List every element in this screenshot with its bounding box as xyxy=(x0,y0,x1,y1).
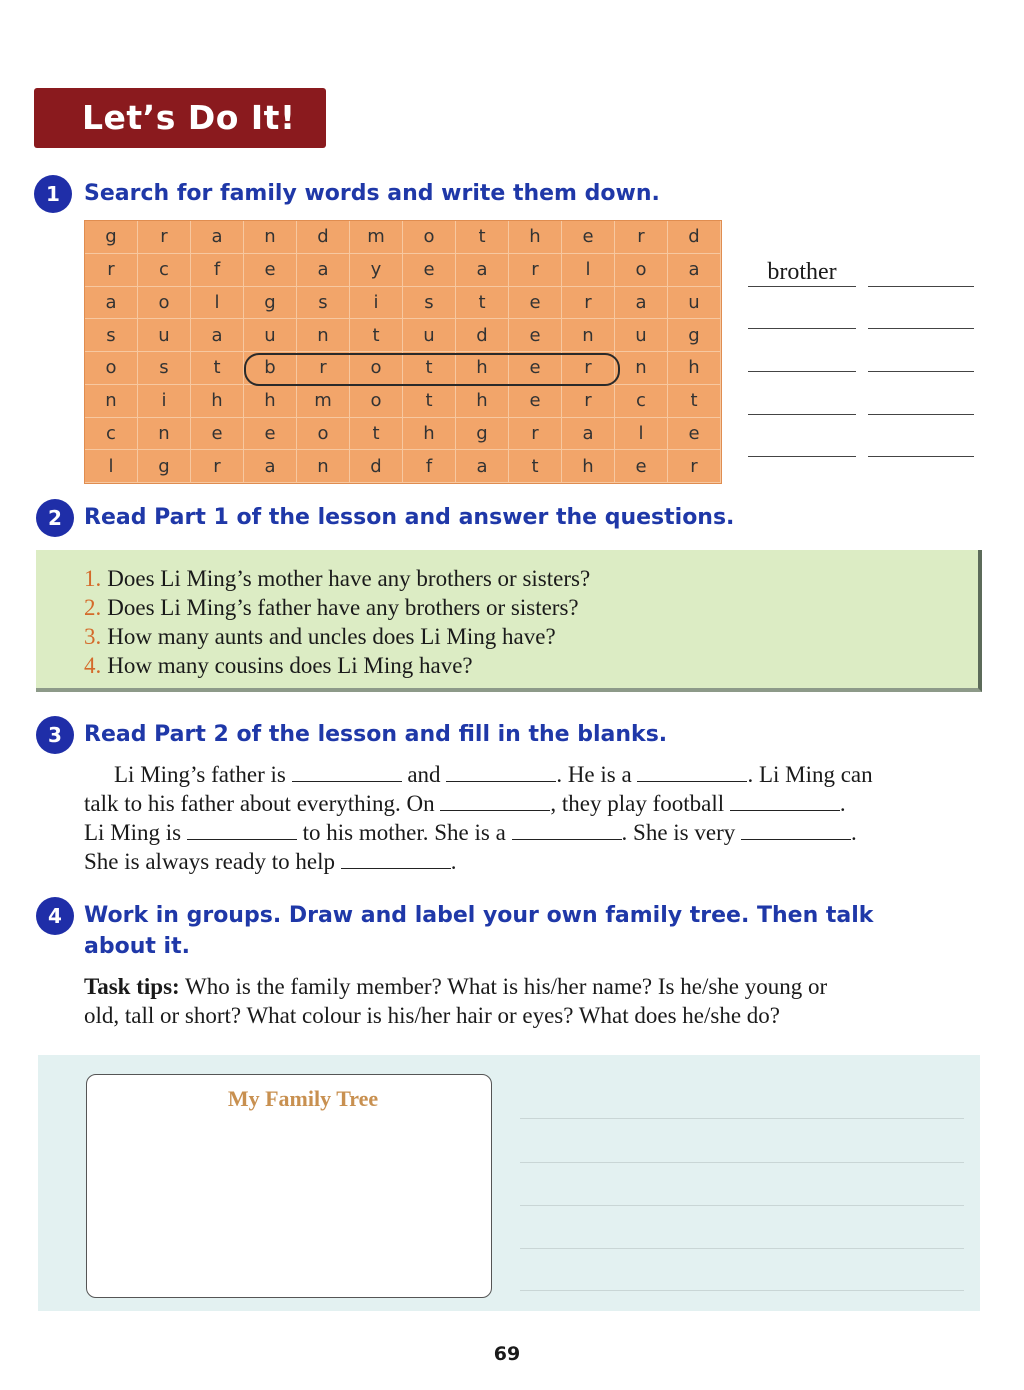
word-search-grid[interactable] xyxy=(84,220,722,484)
grid-letter[interactable]: o xyxy=(615,254,668,287)
grid-letter[interactable]: r xyxy=(509,254,562,287)
blank[interactable] xyxy=(341,848,451,869)
grid-letter[interactable]: t xyxy=(403,385,456,418)
grid-letter[interactable]: o xyxy=(297,418,350,451)
blank[interactable] xyxy=(741,819,851,840)
grid-letter[interactable]: e xyxy=(191,418,244,451)
grid-letter[interactable]: r xyxy=(615,221,668,254)
grid-letter[interactable]: e xyxy=(509,287,562,320)
grid-letter[interactable]: r xyxy=(668,450,721,483)
grid-letter[interactable]: h xyxy=(668,352,721,385)
grid-letter[interactable]: e xyxy=(509,352,562,385)
grid-letter[interactable]: r xyxy=(562,287,615,320)
grid-letter[interactable]: d xyxy=(456,319,509,352)
exercise-3-number: 3 xyxy=(36,716,74,754)
answer-line-8[interactable] xyxy=(868,386,974,415)
grid-letter[interactable]: u xyxy=(668,287,721,320)
grid-letter[interactable]: m xyxy=(350,221,403,254)
grid-letter[interactable]: a xyxy=(85,287,138,320)
writing-line[interactable] xyxy=(520,1205,964,1206)
grid-letter[interactable]: h xyxy=(191,385,244,418)
grid-letter[interactable]: e xyxy=(562,221,615,254)
grid-letter[interactable]: o xyxy=(403,221,456,254)
grid-letter[interactable]: e xyxy=(668,418,721,451)
grid-letter[interactable]: i xyxy=(350,287,403,320)
grid-letter[interactable]: g xyxy=(85,221,138,254)
grid-letter[interactable]: u xyxy=(403,319,456,352)
exercise-1-instruction: Search for family words and write them down. xyxy=(84,181,660,206)
grid-letter[interactable]: l xyxy=(191,287,244,320)
answer-line-5[interactable] xyxy=(748,343,856,372)
grid-letter[interactable]: h xyxy=(403,418,456,451)
questions-box xyxy=(36,550,982,692)
grid-letter[interactable]: t xyxy=(403,352,456,385)
lets-do-it-banner: Let’s Do It! xyxy=(34,88,326,148)
grid-letter[interactable]: a xyxy=(191,319,244,352)
blank[interactable] xyxy=(292,761,402,782)
grid-letter[interactable]: n xyxy=(615,352,668,385)
grid-letter[interactable]: a xyxy=(297,254,350,287)
writing-line[interactable] xyxy=(520,1118,964,1119)
grid-letter[interactable]: e xyxy=(244,418,297,451)
grid-letter[interactable]: r xyxy=(509,418,562,451)
grid-letter[interactable]: a xyxy=(244,450,297,483)
grid-letter[interactable]: h xyxy=(456,385,509,418)
grid-letter[interactable]: u xyxy=(138,319,191,352)
writing-line[interactable] xyxy=(520,1248,964,1249)
grid-letter[interactable]: r xyxy=(297,352,350,385)
question-2: 2. Does Li Ming’s father have any brothers or sisters? xyxy=(84,595,579,620)
answer-line-3[interactable] xyxy=(748,300,856,329)
grid-letter[interactable]: a xyxy=(562,418,615,451)
grid-letter[interactable]: f xyxy=(403,450,456,483)
question-1: 1. Does Li Ming’s mother have any brothers or sisters? xyxy=(84,566,591,591)
family-tree-title: My Family Tree xyxy=(227,1086,379,1111)
exercise-4-instruction-line2: about it. xyxy=(84,934,190,959)
grid-letter[interactable]: d xyxy=(668,221,721,254)
grid-letter[interactable]: u xyxy=(244,319,297,352)
exercise-2-number: 2 xyxy=(36,499,74,537)
grid-letter[interactable]: o xyxy=(350,352,403,385)
exercise-3-instruction: Read Part 2 of the lesson and fill in the blanks. xyxy=(84,722,668,747)
grid-letter[interactable]: a xyxy=(615,287,668,320)
grid-letter[interactable]: s xyxy=(138,352,191,385)
answer-line-4[interactable] xyxy=(868,300,974,329)
grid-letter[interactable]: n xyxy=(85,385,138,418)
grid-letter[interactable]: t xyxy=(456,287,509,320)
grid-letter[interactable]: l xyxy=(615,418,668,451)
fill-line-4: She is always ready to help . xyxy=(84,849,457,874)
blank[interactable] xyxy=(440,790,550,811)
fill-line-1: Li Ming’s father is and . He is a . Li Ming can xyxy=(114,762,873,787)
question-3: 3. How many aunts and uncles does Li Ming have? xyxy=(84,624,556,649)
grid-letter[interactable]: r xyxy=(191,450,244,483)
grid-letter[interactable]: n xyxy=(244,221,297,254)
grid-letter[interactable]: e xyxy=(509,385,562,418)
blank[interactable] xyxy=(187,819,297,840)
grid-letter[interactable]: a xyxy=(191,221,244,254)
grid-letter[interactable]: s xyxy=(297,287,350,320)
grid-letter[interactable]: c xyxy=(615,385,668,418)
grid-letter[interactable]: a xyxy=(456,450,509,483)
exercise-4-number: 4 xyxy=(36,897,74,935)
grid-letter[interactable]: t xyxy=(509,450,562,483)
exercise-1-number: 1 xyxy=(34,175,72,213)
grid-letter[interactable]: t xyxy=(456,221,509,254)
grid-letter[interactable]: s xyxy=(403,287,456,320)
answer-line-6[interactable] xyxy=(868,343,974,372)
grid-letter[interactable]: m xyxy=(297,385,350,418)
grid-letter[interactable]: h xyxy=(244,385,297,418)
grid-letter[interactable]: n xyxy=(138,418,191,451)
grid-letter[interactable]: o xyxy=(85,352,138,385)
grid-letter[interactable]: s xyxy=(85,319,138,352)
grid-letter[interactable]: e xyxy=(403,254,456,287)
grid-letter[interactable]: g xyxy=(138,450,191,483)
task-tips: Task tips: Who is the family member? What is his/her name? Is he/she young or old, tall or short? What colour is his/her hair or eyes? What does he/she do? xyxy=(84,974,828,1028)
blank[interactable] xyxy=(730,790,840,811)
grid-letter[interactable]: t xyxy=(350,418,403,451)
answer-line-2[interactable] xyxy=(868,258,974,287)
grid-letter[interactable]: d xyxy=(350,450,403,483)
grid-letter[interactable]: d xyxy=(297,221,350,254)
grid-letter[interactable]: r xyxy=(562,385,615,418)
grid-letter[interactable]: g xyxy=(668,319,721,352)
fill-line-2: talk to his father about everything. On , they play football . xyxy=(84,791,846,816)
grid-letter[interactable]: n xyxy=(297,319,350,352)
grid-letter[interactable]: t xyxy=(668,385,721,418)
exercise-4-instruction-line1: Work in groups. Draw and label your own family tree. Then talk xyxy=(84,903,874,928)
grid-letter[interactable]: o xyxy=(350,385,403,418)
answer-line-7[interactable] xyxy=(748,386,856,415)
grid-letter[interactable]: l xyxy=(562,254,615,287)
grid-letter[interactable]: c xyxy=(85,418,138,451)
grid-letter[interactable]: g xyxy=(244,287,297,320)
grid-letter[interactable]: t xyxy=(350,319,403,352)
grid-letter[interactable]: t xyxy=(191,352,244,385)
answer-line-1: brother xyxy=(748,258,856,287)
grid-letter[interactable]: a xyxy=(668,254,721,287)
grid-letter[interactable]: h xyxy=(456,352,509,385)
writing-line[interactable] xyxy=(520,1290,964,1291)
answer-line-10[interactable] xyxy=(868,428,974,457)
grid-letter[interactable]: l xyxy=(85,450,138,483)
fill-line-3: Li Ming is to his mother. She is a . She is very . xyxy=(84,820,857,845)
grid-letter[interactable]: r xyxy=(85,254,138,287)
page-number: 69 xyxy=(493,1343,521,1365)
blank[interactable] xyxy=(446,761,556,782)
grid-letter[interactable]: c xyxy=(138,254,191,287)
grid-letter[interactable]: e xyxy=(244,254,297,287)
exercise-2-instruction: Read Part 1 of the lesson and answer the questions. xyxy=(84,505,735,530)
grid-letter[interactable]: g xyxy=(456,418,509,451)
grid-letter[interactable]: r xyxy=(138,221,191,254)
grid-letter[interactable]: r xyxy=(562,352,615,385)
grid-letter[interactable]: e xyxy=(615,450,668,483)
grid-letter[interactable]: i xyxy=(138,385,191,418)
grid-letter[interactable]: a xyxy=(456,254,509,287)
writing-line[interactable] xyxy=(520,1162,964,1163)
grid-letter[interactable]: h xyxy=(562,450,615,483)
blank[interactable] xyxy=(637,761,747,782)
question-4: 4. How many cousins does Li Ming have? xyxy=(84,653,473,678)
grid-letter[interactable]: e xyxy=(509,319,562,352)
grid-letter[interactable]: o xyxy=(138,287,191,320)
grid-letter[interactable]: f xyxy=(191,254,244,287)
answer-line-9[interactable] xyxy=(748,428,856,457)
grid-letter[interactable]: u xyxy=(615,319,668,352)
grid-letter[interactable]: b xyxy=(244,352,297,385)
grid-letter[interactable]: n xyxy=(562,319,615,352)
grid-letter[interactable]: y xyxy=(350,254,403,287)
grid-letter[interactable]: h xyxy=(509,221,562,254)
grid-letter[interactable]: n xyxy=(297,450,350,483)
blank[interactable] xyxy=(512,819,622,840)
